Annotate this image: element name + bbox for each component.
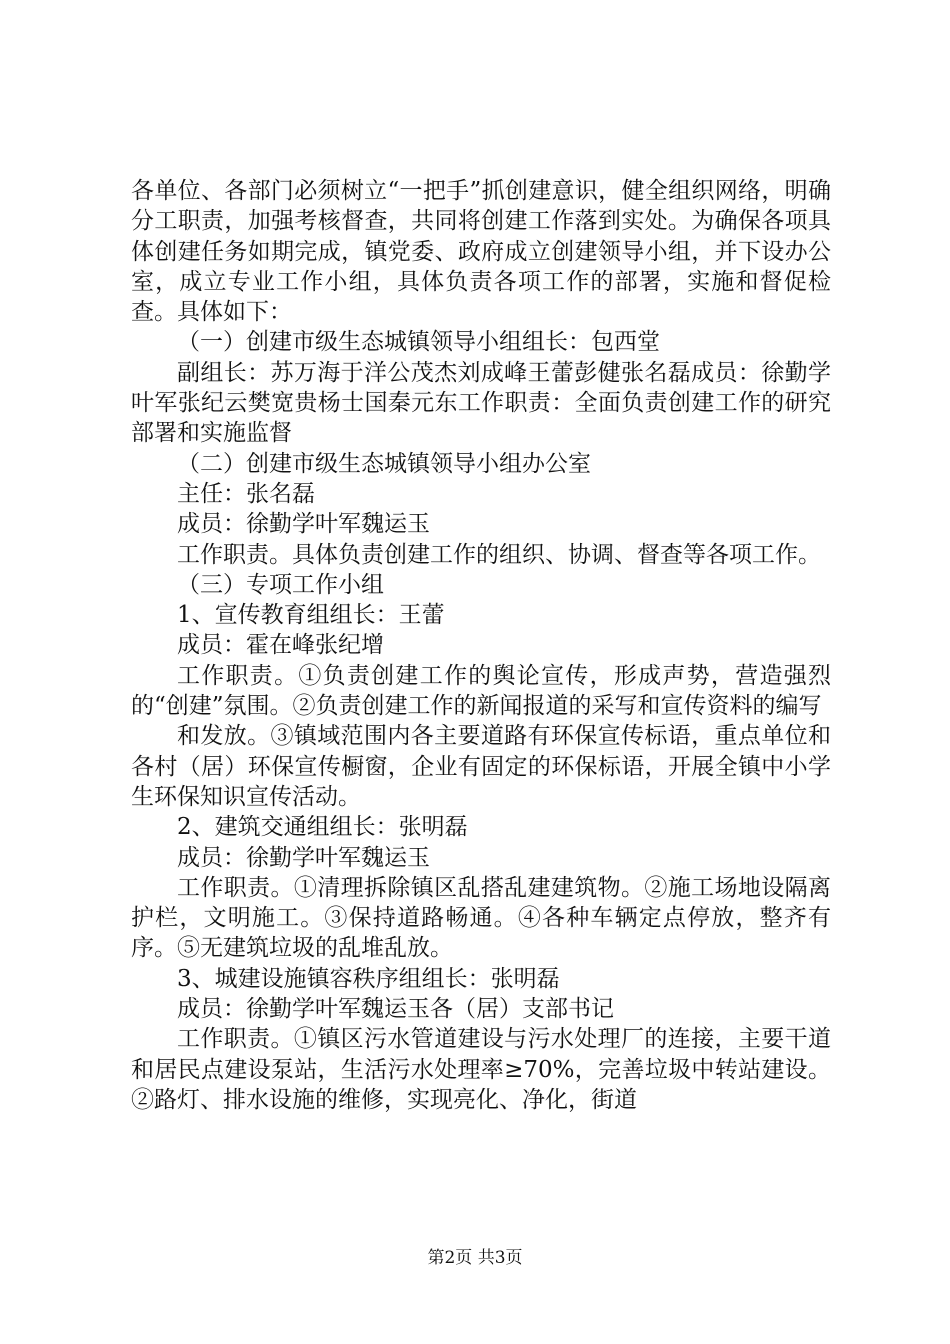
section-heading-1: （一）创建市级生态城镇领导小组组长：包西堂 [177, 329, 660, 356]
paragraph-publicity-duties: 工作职责。①负责创建工作的舆论宣传，形成声势，营造强烈的“创建”氛围。②负责创建工作的新闻报道的采写和宣传资料的编写 [131, 662, 831, 720]
paragraph-director: 主任：张名磊 [177, 480, 315, 507]
subsection-publicity-group: 1、宣传教育组组长：王蕾 [177, 602, 445, 629]
paragraph-deputy-leaders: 副组长：苏万海于洋公茂杰刘成峰王蕾彭健张名磊成员：徐勤学叶军张纪云樊宽贵杨士国秦元东工作职责：全面负责创建工作的研究部署和实施监督 [131, 359, 831, 447]
paragraph-facilities-duties: 工作职责。①镇区污水管道建设与污水处理厂的连接，主要干道和居民点建设泵站，生活污水处理率≥70%，完善垃圾中转站建设。②路灯、排水设施的维修，实现亮化、净化，街道 [131, 1026, 831, 1113]
paragraph-publicity-duties-cont: 和发放。③镇域范围内各主要道路有环保宣传标语，重点单位和各村（居）环保宣传橱窗，企业有固定的环保标语，开展全镇中小学生环保知识宣传活动。 [131, 723, 831, 810]
paragraph-construction-members: 成员：徐勤学叶军魏运玉 [177, 844, 430, 871]
paragraph-office-duties: 工作职责。具体负责创建工作的组织、协调、督查等各项工作。 [177, 541, 821, 568]
page-number: 第2页 共3页 [427, 1248, 523, 1268]
paragraph-office-members: 成员：徐勤学叶军魏运玉 [177, 511, 430, 538]
section-heading-2: （二）创建市级生态城镇领导小组办公室 [177, 450, 591, 477]
section-heading-3: （三）专项工作小组 [177, 571, 384, 598]
paragraph-intro: 各单位、各部门必须树立“一把手”抓创建意识，健全组织网络，明确分工职责，加强考核督查，共同将创建工作落到实处。为确保各项具体创建任务如期完成，镇党委、政府成立创建领导小组，并下设办公室，成立专业工作小组，具体负责各项工作的部署，实施和督促检查。具体如下： [131, 178, 831, 326]
paragraph-facilities-members: 成员：徐勤学叶军魏运玉各（居）支部书记 [177, 996, 614, 1023]
paragraph-publicity-members: 成员：霍在峰张纪增 [177, 632, 384, 659]
subsection-facilities-group: 3、城建设施镇容秩序组组长：张明磊 [177, 965, 560, 992]
document-body [131, 176, 831, 1115]
paragraph-construction-duties: 工作职责。①清理拆除镇区乱搭乱建建筑物。②施工场地设隔离护栏，文明施工。③保持道路畅通。④各种车辆定点停放，整齐有序。⑤无建筑垃圾的乱堆乱放。 [131, 874, 831, 962]
subsection-construction-group: 2、建筑交通组组长：张明磊 [177, 814, 468, 841]
